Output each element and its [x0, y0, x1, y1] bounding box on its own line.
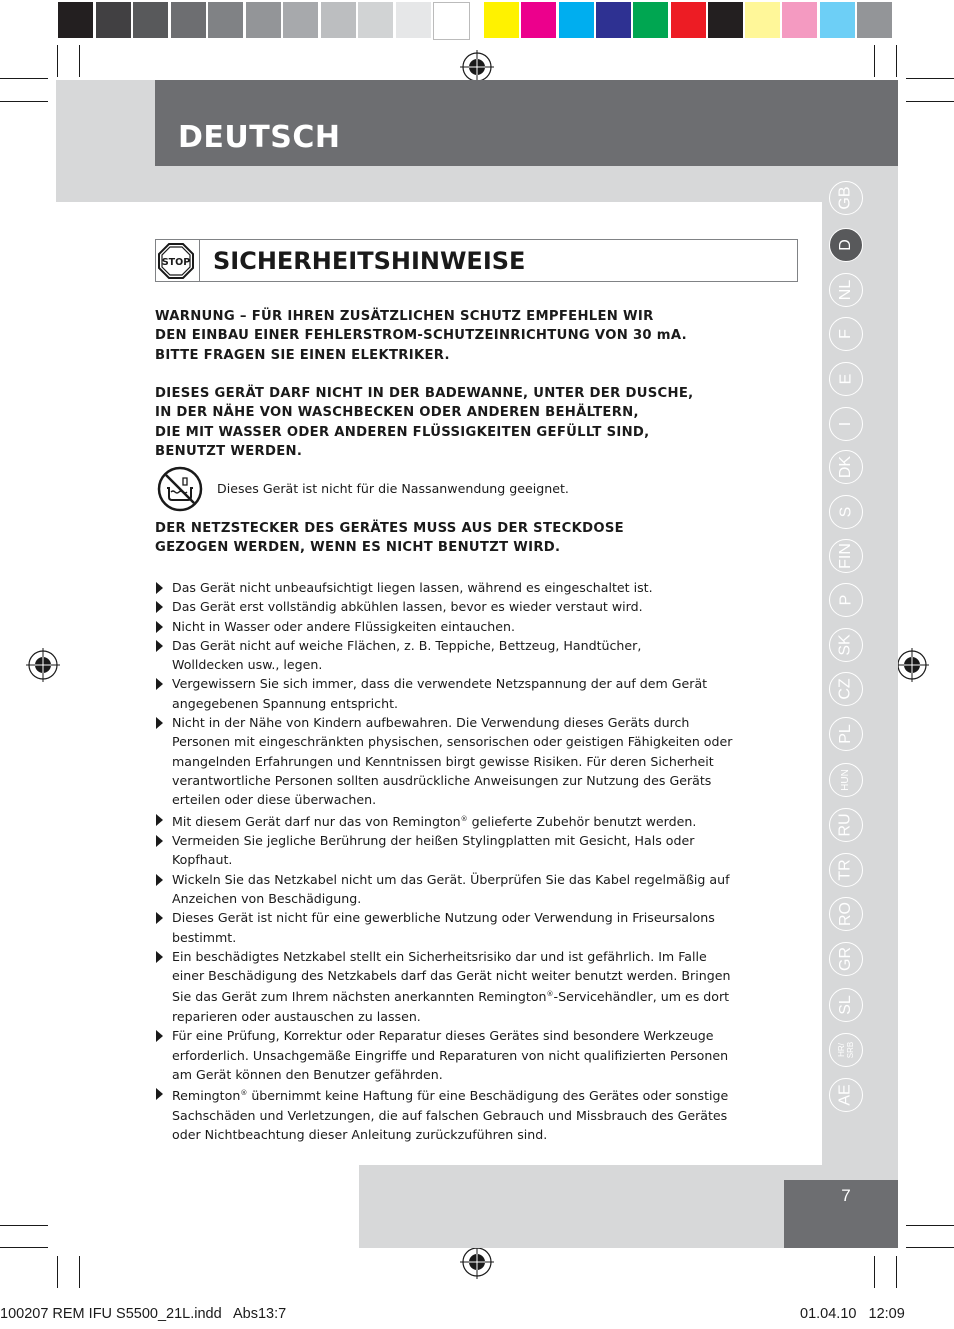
- language-tab-i[interactable]: [829, 407, 863, 441]
- bullet-line: Das Gerät erst vollständig abkühlen lassen, bevor es wieder verstaut wird.: [172, 599, 643, 615]
- bullet-line: angegebenen Spannung entspricht.: [172, 695, 399, 711]
- crop-mark: [906, 1225, 954, 1226]
- print-timestamp: 01.04.10 12:09: [800, 1306, 905, 1322]
- language-tab-label: SL: [836, 995, 854, 1015]
- unplug-warning: [155, 519, 795, 558]
- language-tab-label: AE: [837, 1084, 854, 1106]
- bullet-line: Nicht in Wasser oder andere Flüssigkeiten eintauchen.: [172, 618, 515, 634]
- warning-line: DER NETZSTECKER DES GERÄTES MUSS AUS DER STECKDOSE: [155, 521, 624, 536]
- crop-mark: [874, 1256, 875, 1288]
- bullet-line: Vergewissern Sie sich immer, dass die verwendete Netzspannung der auf dem Gerät: [172, 676, 708, 692]
- bullet-line: Wickeln Sie das Netzkabel nicht um das Gerät. Überprüfen Sie das Kabel regelmäßig auf: [172, 871, 730, 887]
- registration-mark-icon: [460, 1245, 494, 1279]
- language-tab-label: RU: [836, 813, 854, 837]
- language-tab-p[interactable]: [829, 583, 863, 617]
- color-swatch: [396, 2, 431, 38]
- safety-bullet: [155, 810, 785, 831]
- language-tab-dk[interactable]: [829, 450, 863, 484]
- bullet-line: Nicht in der Nähe von Kindern aufbewahren. Die Verwendung dieses Geräts durch: [172, 715, 690, 731]
- crop-mark: [896, 1256, 897, 1288]
- color-swatch: [58, 2, 93, 38]
- registration-mark-icon: [895, 648, 929, 682]
- crop-mark: [57, 45, 58, 77]
- language-tab-label: GR: [837, 947, 854, 971]
- color-swatch: [708, 2, 743, 38]
- language-tab-d[interactable]: [829, 228, 863, 262]
- color-swatch: [633, 2, 668, 38]
- language-tab-label: RO: [837, 902, 854, 926]
- language-tab-label: DK: [836, 455, 854, 479]
- registration-mark-icon: [460, 50, 494, 84]
- safety-bullet: [155, 1026, 785, 1084]
- warning-line: BITTE FRAGEN SIE EINEN ELEKTRIKER.: [155, 347, 450, 363]
- bullet-line: reparieren oder austauschen zu lassen.: [172, 1008, 421, 1024]
- crop-mark: [0, 1247, 48, 1248]
- language-tab-ru[interactable]: [829, 808, 863, 842]
- crop-mark: [0, 78, 48, 79]
- color-swatch: [283, 2, 318, 38]
- color-swatch: [745, 2, 780, 38]
- language-tab-e[interactable]: [829, 362, 863, 396]
- crop-mark: [906, 101, 954, 102]
- no-bath-icon: [157, 466, 203, 512]
- crop-mark: [906, 78, 954, 79]
- bullet-line: Personen mit eingeschränkten physischen, sensorischen oder geistigen Fähigkeiten oder: [172, 734, 733, 750]
- language-tab-sl[interactable]: [829, 988, 863, 1022]
- crop-mark: [896, 45, 897, 77]
- stop-icon: [158, 243, 194, 279]
- language-tab-pl[interactable]: [829, 717, 863, 751]
- bullet-line: Mit diesem Gerät darf nur das von Remington® gelieferte Zubehör benutzt werden.: [172, 813, 697, 829]
- bullet-line: Wolldecken usw., legen.: [172, 657, 323, 673]
- color-swatch: [521, 2, 556, 38]
- language-tab-ro[interactable]: [829, 897, 863, 931]
- file-info: 100207 REM IFU S5500_21L.indd Abs13:7: [0, 1306, 287, 1322]
- bullet-line: mangelnden Erfahrungen und Kenntnissen birgt gewisse Risiken. Für deren Sicherheit: [172, 753, 714, 769]
- language-tab-fin[interactable]: [829, 539, 863, 573]
- bullet-line: am Gerät können den Benutzer gefährden.: [172, 1066, 443, 1082]
- color-swatch: [321, 2, 356, 38]
- color-swatch: [246, 2, 281, 38]
- page-title: DEUTSCH: [178, 120, 341, 155]
- language-tab-cz[interactable]: [829, 672, 863, 706]
- warning-line: DIE MIT WASSER ODER ANDEREN FLÜSSIGKEITEN GEFÜLLT SIND,: [155, 424, 650, 440]
- language-tab-ae[interactable]: [829, 1078, 863, 1112]
- color-swatch: [433, 2, 470, 40]
- bullet-line: Kopfhaut.: [172, 852, 233, 868]
- bullet-line: Ein beschädigtes Netzkabel stellt ein Sicherheitsrisiko dar und ist gefährlich. Im Falle: [172, 948, 707, 964]
- color-swatch: [96, 2, 131, 38]
- language-tab-label: NL: [836, 279, 854, 301]
- language-tab-label: SK: [837, 634, 854, 656]
- bullet-line: verantwortliche Personen sollten ausdrückliche Anweisungen zur Nutzung des Geräts: [172, 772, 712, 788]
- bullet-line: Sie das Gerät zum Ihrem nächsten anerkannten Remington®-Servicehändler, um es dort: [172, 989, 730, 1005]
- safety-bullet: [155, 870, 785, 909]
- warning-line: WARNUNG – FÜR IHREN ZUSÄTZLICHEN SCHUTZ EMPFEHLEN WIR: [155, 309, 654, 324]
- bullet-line: Das Gerät nicht auf weiche Flächen, z. B. Teppiche, Bettzeug, Handtücher,: [172, 637, 642, 653]
- warning-line: IN DER NÄHE VON WASCHBECKEN ODER ANDEREN BEHÄLTERN,: [155, 405, 639, 421]
- language-tab-label: D: [837, 239, 854, 251]
- bullet-line: einer Beschädigung des Netzkabels darf das Gerät nicht weiter benutzt werden. Bringen: [172, 968, 731, 984]
- language-tab-label: HUN: [839, 769, 851, 791]
- language-tab-label: E: [836, 373, 854, 385]
- safety-bullet: [155, 674, 785, 713]
- section-title: SICHERHEITSHINWEISE: [213, 247, 526, 275]
- section-header-divider: [199, 239, 200, 282]
- language-tab-label: CZ: [836, 678, 854, 700]
- color-swatch: [171, 2, 206, 38]
- language-tab-label: FIN: [837, 543, 854, 569]
- language-tab-hr-srb[interactable]: [829, 1033, 863, 1067]
- language-tab-hun[interactable]: [829, 763, 863, 797]
- crop-mark: [79, 1256, 80, 1288]
- warning-line: DIESES GERÄT DARF NICHT IN DER BADEWANNE, UNTER DER DUSCHE,: [155, 386, 694, 401]
- safety-bullet: [155, 713, 785, 809]
- bullet-line: Vermeiden Sie jegliche Berührung der heißen Stylingplatten mit Gesicht, Hals oder: [172, 833, 695, 849]
- color-swatch: [782, 2, 817, 38]
- color-swatch: [820, 2, 855, 38]
- stop-label: STOP: [161, 257, 191, 268]
- safety-bullet: [155, 947, 785, 1026]
- color-swatch: [857, 2, 892, 38]
- language-tab-gr[interactable]: [829, 942, 863, 976]
- color-swatch: [208, 2, 243, 38]
- bullet-line: Anzeichen von Beschädigung.: [172, 890, 362, 906]
- crop-mark: [906, 1247, 954, 1248]
- bullet-line: Das Gerät nicht unbeaufsichtigt liegen lassen, während es eingeschaltet ist.: [172, 580, 653, 595]
- language-tab-label: GB: [837, 186, 854, 210]
- bullet-line: Dieses Gerät ist nicht für eine gewerbliche Nutzung oder Verwendung in Friseursalons: [172, 910, 715, 926]
- language-tab-nl[interactable]: [829, 273, 863, 307]
- language-tab-label: PL: [836, 724, 854, 744]
- crop-mark: [0, 1225, 48, 1226]
- bullet-line: bestimmt.: [172, 929, 237, 945]
- crop-mark: [79, 45, 80, 77]
- language-tab-label: TR: [836, 859, 854, 881]
- bullet-line: Remington® übernimmt keine Haftung für eine Beschädigung des Gerätes oder sonstige: [172, 1088, 729, 1104]
- color-swatch: [559, 2, 594, 38]
- bullet-line: Sachschäden und Verletzungen, die auf falschen Gebrauch und Missbrauch des Gerätes: [172, 1107, 728, 1123]
- bullet-line: erforderlich. Unsachgemäße Eingriffe und Reparaturen von nicht qualifizierten Personen: [172, 1047, 729, 1063]
- color-swatch: [133, 2, 168, 38]
- language-tab-s[interactable]: [829, 495, 863, 529]
- color-swatch: [484, 2, 519, 38]
- bullet-line: Für eine Prüfung, Korrektur oder Reparatur dieses Gerätes sind besondere Werkzeuge: [172, 1028, 714, 1044]
- language-tab-gb[interactable]: [829, 181, 863, 215]
- language-tab-label: F: [837, 329, 854, 339]
- bullet-line: erteilen oder diese überwachen.: [172, 792, 377, 808]
- language-tab-label: P: [836, 594, 854, 606]
- bullet-line: oder Nichtbeachtung dieser Anleitung zurückzuführen sind.: [172, 1126, 548, 1142]
- color-swatch: [358, 2, 393, 38]
- safety-bullet: [155, 831, 785, 870]
- language-tab-label: S: [836, 506, 854, 518]
- language-tab-f[interactable]: [829, 317, 863, 351]
- language-tab-label: I: [836, 421, 854, 427]
- language-tab-tr[interactable]: [829, 853, 863, 887]
- safety-bullet: [155, 617, 785, 636]
- safety-bullet: [155, 908, 785, 947]
- wet-use-notice: Dieses Gerät ist nicht für die Nassanwendung geeignet.: [217, 481, 569, 496]
- language-tab-sk[interactable]: [829, 628, 863, 662]
- crop-mark: [57, 1256, 58, 1288]
- crop-mark: [0, 101, 48, 102]
- warning-line: GEZOGEN WERDEN, WENN ES NICHT BENUTZT WIRD.: [155, 540, 561, 556]
- registration-mark-icon: [26, 648, 60, 682]
- language-tab-label: HR/ SRB: [836, 1041, 855, 1059]
- safety-bullet: [155, 578, 785, 597]
- warning-line: DEN EINBAU EINER FEHLERSTROM-SCHUTZEINRICHTUNG VON 30 mA.: [155, 328, 687, 344]
- safety-bullet: [155, 597, 785, 616]
- crop-mark: [874, 45, 875, 77]
- color-swatch: [671, 2, 706, 38]
- water-warning: [155, 384, 795, 461]
- safety-bullet: [155, 1084, 785, 1144]
- color-swatch: [596, 2, 631, 38]
- page-number: 7: [841, 1186, 851, 1205]
- rcd-warning: [155, 307, 795, 365]
- safety-bullet-list: [155, 578, 785, 1144]
- warning-line: BENUTZT WERDEN.: [155, 443, 303, 459]
- safety-bullet: [155, 636, 785, 675]
